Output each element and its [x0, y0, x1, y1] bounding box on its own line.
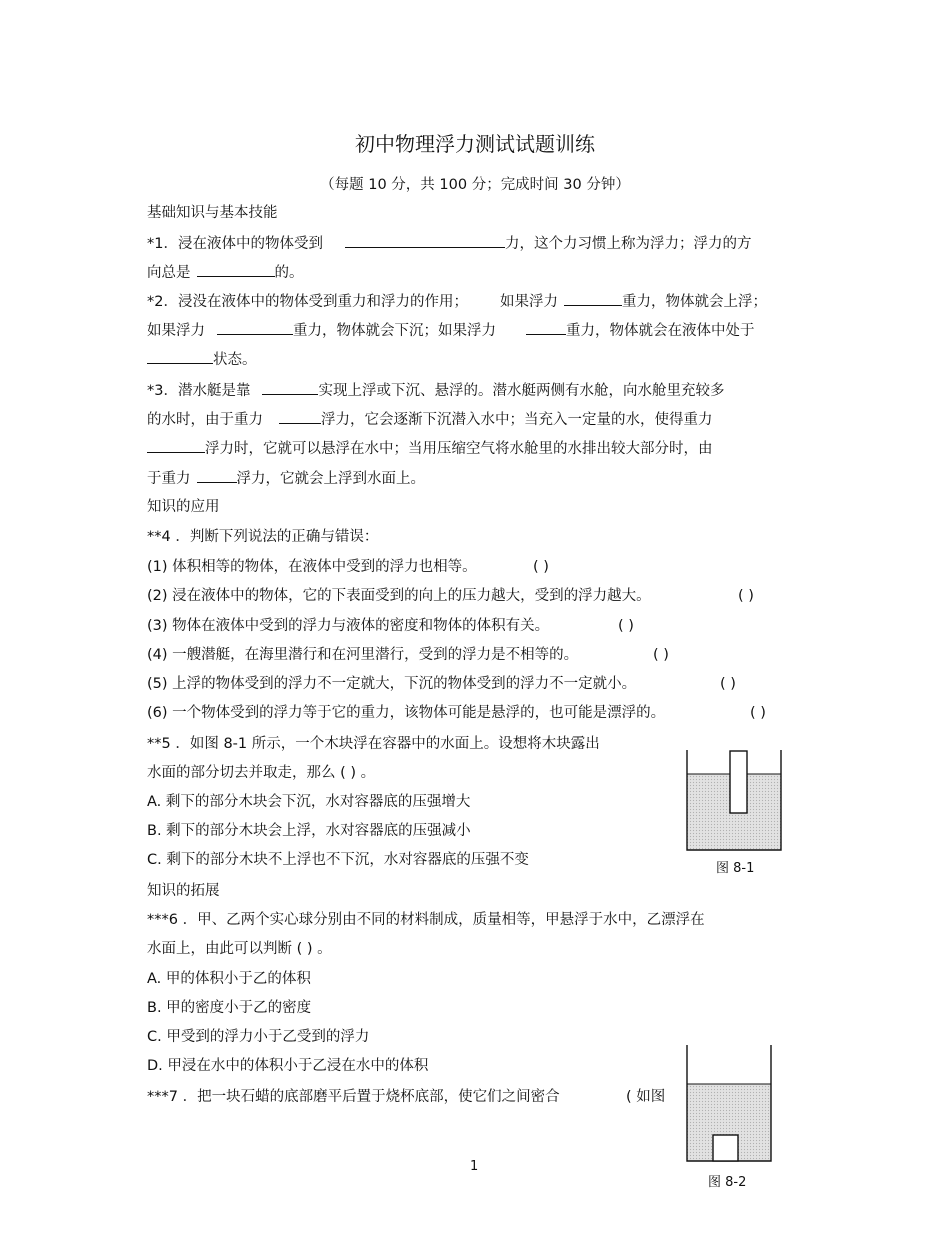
question-3-text-b: 实现上浮或下沉、悬浮的。潜水艇两侧有水舱，向水舱里充较多 [318, 383, 725, 399]
question-7-figure-reference: ( 如图 [626, 1089, 666, 1105]
answer-blank[interactable] [279, 409, 321, 424]
question-5-option-c: C. 剩下的部分木块不上浮也不下沉，水对容器底的压强不变 [147, 852, 529, 868]
question-7-stem: ***7 ．把一块石蜡的底部磨平后置于烧杯底部，使它们之间密合 [147, 1089, 560, 1105]
question-6-option-b: B. 甲的密度小于乙的密度 [147, 1000, 312, 1016]
page-title: 初中物理浮力测试试题训练 [355, 132, 595, 156]
question-2-text-a: *2．浸没在液体中的物体受到重力和浮力的作用； [147, 294, 468, 310]
answer-blank[interactable] [197, 468, 237, 483]
question-3-text-g: 浮力，它就会上浮到水面上。 [236, 471, 425, 487]
question-2-text-e: 重力，物体就会下沉；如果浮力 [293, 323, 496, 339]
answer-blank[interactable] [526, 320, 566, 335]
answer-blank[interactable] [345, 233, 505, 248]
wooden-block [730, 751, 747, 813]
question-3-text-a: *3．潜水艇是靠 [147, 383, 251, 399]
question-2-text-g: 状态。 [213, 352, 257, 368]
judgement-answer-box-3[interactable]: ( ) [618, 618, 634, 634]
question-2-text-c: 重力，物体就会上浮； [621, 294, 767, 310]
section-heading-apply: 知识的应用 [147, 499, 220, 515]
answer-blank[interactable] [147, 349, 213, 364]
question-4-stem: **4 ．判断下列说法的正确与错误： [147, 529, 379, 545]
question-3-line-3 [147, 438, 713, 459]
judgement-item-5: (5) 上浮的物体受到的浮力不一定就大，下沉的物体受到的浮力不一定就小。 [147, 676, 637, 692]
section-heading-basic: 基础知识与基本技能 [147, 205, 278, 221]
question-3-text-f: 于重力 [147, 471, 191, 487]
question-6-option-a: A. 甲的体积小于乙的体积 [147, 971, 311, 987]
figure-8-1-container-with-floating-block [683, 748, 785, 854]
answer-blank[interactable] [262, 380, 318, 395]
figure-8-2-beaker-with-wax-block [683, 1043, 775, 1165]
question-3-text-e: 浮力时，它就可以悬浮在水中；当用压缩空气将水舱里的水排出较大部分时，由 [205, 441, 713, 457]
section-heading-extend: 知识的拓展 [147, 883, 220, 899]
judgement-item-3: (3) 物体在液体中受到的浮力与液体的密度和物体的体积有关。 [147, 618, 550, 634]
page-subtitle: （每题 10 分，共 100 分；完成时间 30 分钟） [320, 177, 630, 193]
answer-blank[interactable] [564, 291, 622, 306]
judgement-answer-box-5[interactable]: ( ) [720, 676, 736, 692]
question-3-line-2 [147, 409, 713, 430]
question-2-text-d: 如果浮力 [147, 323, 205, 339]
question-3-line-4 [147, 468, 425, 489]
question-2-line-2 [147, 320, 755, 341]
judgement-answer-box-2[interactable]: ( ) [738, 588, 754, 604]
answer-blank[interactable] [147, 438, 205, 453]
question-5-stem-line-2: 水面的部分切去并取走，那么 ( ) 。 [147, 765, 376, 781]
figure-8-2-caption: 图 8-2 [708, 1175, 747, 1190]
judgement-item-1: (1) 体积相等的物体，在液体中受到的浮力也相等。 [147, 559, 477, 575]
judgement-item-6: (6) 一个物体受到的浮力等于它的重力，该物体可能是悬浮的，也可能是漂浮的。 [147, 705, 666, 721]
question-6-option-d: D. 甲浸在水中的体积小于乙浸在水中的体积 [147, 1058, 429, 1074]
judgement-answer-box-6[interactable]: ( ) [750, 705, 766, 721]
question-5-option-b: B. 剩下的部分木块会上浮，水对容器底的压强减小 [147, 823, 471, 839]
question-6-option-c: C. 甲受到的浮力小于乙受到的浮力 [147, 1029, 370, 1045]
question-2-line-1 [147, 291, 767, 312]
figure-8-1-caption: 图 8-1 [716, 861, 755, 876]
question-6-stem-line-1: ***6 ．甲、乙两个实心球分别由不同的材料制成，质量相等，甲悬浮于水中，乙漂浮在 [147, 912, 705, 928]
judgement-answer-box-1[interactable]: ( ) [533, 559, 549, 575]
judgement-answer-box-4[interactable]: ( ) [653, 647, 669, 663]
question-1-text-b: 力，这个力习惯上称为浮力；浮力的方 [504, 236, 752, 252]
question-5-option-a: A. 剩下的部分木块会下沉，水对容器底的压强增大 [147, 794, 471, 810]
page-number: 1 [470, 1159, 479, 1174]
question-3-line-1 [147, 380, 724, 401]
question-1-line-2 [147, 262, 304, 283]
answer-blank[interactable] [197, 262, 275, 277]
question-1-text-a: *1．浸在液体中的物体受到 [147, 236, 323, 252]
question-2-text-f: 重力，物体就会在液体中处于 [566, 323, 755, 339]
question-5-stem-line-1: **5 ．如图 8-1 所示，一个木块浮在容器中的水面上。设想将木块露出 [147, 736, 600, 752]
question-1-text-c: 向总是 [147, 265, 191, 281]
question-1-text-d: 的。 [274, 265, 304, 281]
question-1-line-1 [147, 233, 751, 254]
question-2-line-3 [147, 349, 257, 370]
question-3-text-c: 的水时，由于重力 [147, 412, 263, 428]
judgement-item-4: (4) 一艘潜艇，在海里潜行和在河里潜行，受到的浮力是不相等的。 [147, 647, 579, 663]
judgement-item-2: (2) 浸在液体中的物体，它的下表面受到的向上的压力越大，受到的浮力越大。 [147, 588, 651, 604]
wax-block [713, 1135, 738, 1161]
question-6-stem-line-2: 水面上，由此可以判断 ( ) 。 [147, 941, 332, 957]
question-2-text-b: 如果浮力 [499, 294, 558, 310]
answer-blank[interactable] [217, 320, 293, 335]
question-3-text-d: 浮力，它会逐渐下沉潜入水中；当充入一定量的水，使得重力 [321, 412, 713, 428]
